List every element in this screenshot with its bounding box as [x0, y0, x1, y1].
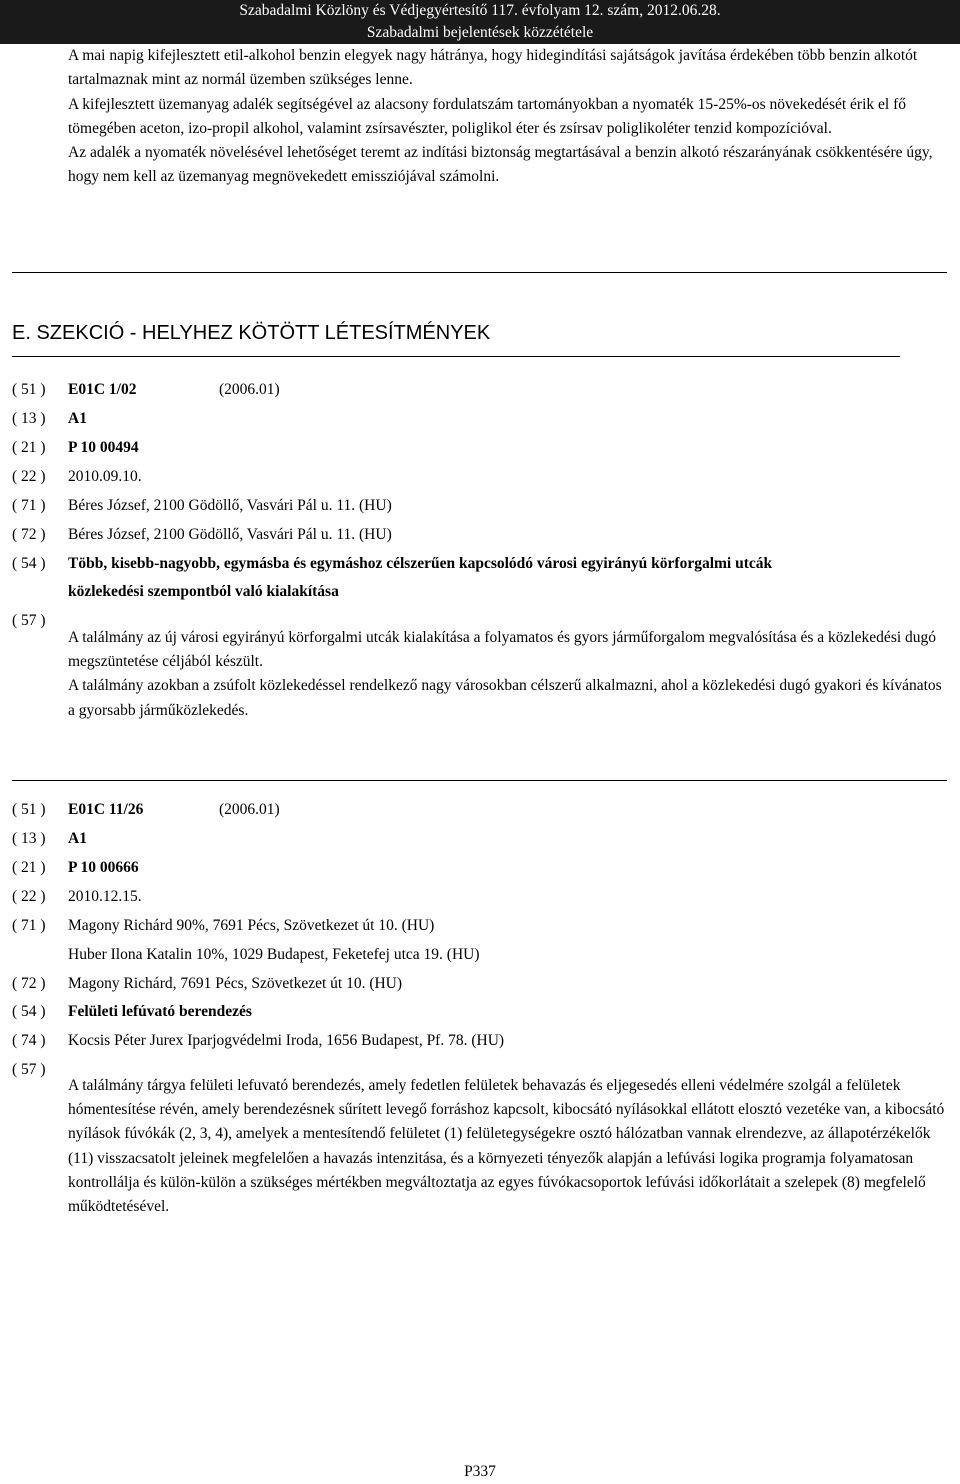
abstract-paragraph: A találmány tárgya felületi lefuvató berendezés, amely fedetlen felületek behavazás és eljegesedés elleni védelmére szolgál a felületek hómentesítése révén, amely berendezésnek sűrített levegő forráshoz kapcsolt, kibocsátó nyílásokkal ellátott elosztó vezetéke van, a kibocsátó nyílások fúvókák (2, 3, 4), amelyek a mentesítendő felületet (1) felületegységekre osztó hálózatban vannak elrendezve, az állapotérzékelők (11) visszacsatolt jeleinek megfelelően a havazás intenzitása, és a környezeti tényezők alapján a lefúvási logika programja folyamatosan kontrollálja és külön-külön a szükséges mértékben megváltoztatja az egyes fúvókacsoportok lefúvási időkorlátait a szelepek (8) megfelelő működtetésével. [68, 1077, 945, 1216]
inid-code: ( 57 ) [12, 1061, 46, 1078]
applicant: Magony Richárd 90%, 7691 Pécs, Szövetkezet út 10. (HU) [68, 917, 435, 934]
inid-code: ( 54 ) [12, 1003, 46, 1020]
inid-code: ( 71 ) [12, 917, 46, 934]
inid-code: ( 13 ) [12, 830, 46, 847]
agent: Kocsis Péter Jurex Iparjogvédelmi Iroda, 1656 Budapest, Pf. 78. (HU) [68, 1032, 505, 1049]
ipc-year: (2006.01) [219, 801, 280, 818]
intro-paragraph-2: A kifejlesztett üzemanyag adalék segítségével az alacsony fordulatszám tartományokban a nyomaték 15-25%-os növekedését érik el fő tömegében aceton, izo-propil alkohol, valamint zsírsavészter, poliglikol éter és zsírsav poliglikoléter tenzid kompozícióval. [68, 95, 906, 137]
invention-title-cont: közlekedési szempontból való kialakítása [68, 583, 339, 600]
document-kind: A1 [68, 410, 87, 427]
inid-code: ( 51 ) [12, 381, 46, 398]
inid-code: ( 22 ) [12, 468, 46, 485]
inventor: Magony Richárd, 7691 Pécs, Szövetkezet út 10. (HU) [68, 975, 403, 992]
section-title-underline [12, 356, 900, 357]
ipc-class: E01C 1/02 [68, 381, 137, 398]
inid-code: ( 74 ) [12, 1032, 46, 1049]
divider [12, 272, 947, 273]
page-header [0, 0, 960, 44]
abstract [68, 626, 948, 723]
application-number: P 10 00494 [68, 439, 139, 456]
inid-code: ( 51 ) [12, 801, 46, 818]
abstract-paragraph-2: A találmány azokban a zsúfolt közlekedéssel rendelkező nagy városokban célszerű alkalmazni, ahol a közlekedési dugó gyakori és kívánatos a gyorsabb járműközlekedés. [68, 677, 942, 719]
inid-code: ( 54 ) [12, 555, 46, 572]
document-kind: A1 [68, 830, 87, 847]
abstract [68, 1074, 948, 1219]
ipc-class: E01C 11/26 [68, 801, 144, 818]
invention-title: Több, kisebb-nagyobb, egymásba és egymáshoz célszerűen kapcsolódó városi egyirányú körforgalmi utcák [68, 555, 773, 572]
applicant: Béres József, 2100 Gödöllő, Vasvári Pál u. 11. (HU) [68, 497, 392, 514]
application-number: P 10 00666 [68, 859, 139, 876]
ipc-year: (2006.01) [219, 381, 280, 398]
inid-code: ( 22 ) [12, 888, 46, 905]
intro-paragraph-1: A mai napig kifejlesztett etil-alkohol benzin elegyek nagy hátránya, hogy hidegindítási sajátságok javítása érdekében több benzin alkotót tartalmaznak mint az normál üzemben szükséges lenne. [68, 47, 918, 89]
inid-code: ( 13 ) [12, 410, 46, 427]
inid-code: ( 71 ) [12, 497, 46, 514]
intro-paragraph-3: Az adalék a nyomaték növelésével lehetőséget teremt az indítási biztonság megtartásával a benzin alkotó részarányának csökkentésére úgy, hogy nem kell az üzemanyag megnövekedett emissziójával számolni. [68, 144, 933, 186]
filing-date: 2010.09.10. [68, 468, 142, 485]
divider [12, 780, 947, 781]
intro-text [68, 44, 948, 190]
inid-code: ( 57 ) [12, 612, 46, 629]
invention-title: Felületi lefúvató berendezés [68, 1003, 252, 1020]
inid-code: ( 72 ) [12, 975, 46, 992]
section-subtitle: Szabadalmi bejelentések közzététele [366, 24, 594, 41]
inid-code: ( 21 ) [12, 439, 46, 456]
section-title: E. SZEKCIÓ - HELYHEZ KÖTÖTT LÉTESÍTMÉNYEK [12, 322, 491, 344]
page-number: P337 [464, 1463, 496, 1480]
inid-code: ( 72 ) [12, 526, 46, 543]
abstract-paragraph-1: A találmány az új városi egyirányú körforgalmi utcák kialakítása a folyamatos és gyors járműforgalom megvalósítása és a közlekedési dugó megszüntetése céljából készült. [68, 629, 937, 671]
applicant: Huber Ilona Katalin 10%, 1029 Budapest, Feketefej utca 19. (HU) [68, 946, 480, 963]
journal-title: Szabadalmi Közlöny és Védjegyértesítő 117. évfolyam 12. szám, 2012.06.28. [239, 2, 721, 19]
filing-date: 2010.12.15. [68, 888, 142, 905]
inid-code: ( 21 ) [12, 859, 46, 876]
inventor: Béres József, 2100 Gödöllő, Vasvári Pál u. 11. (HU) [68, 526, 392, 543]
